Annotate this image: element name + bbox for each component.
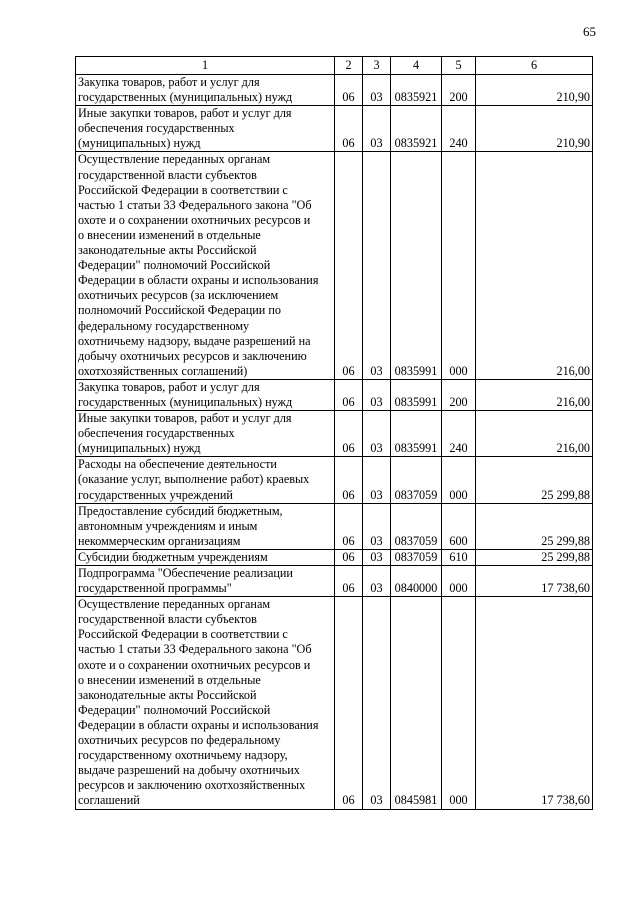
table-row bbox=[76, 549, 593, 565]
budget-table bbox=[75, 56, 593, 810]
table-row bbox=[76, 411, 593, 457]
row-target-code: 0837059 bbox=[391, 549, 442, 565]
header-cell-3: 3 bbox=[363, 57, 391, 75]
row-target-code: 0835991 bbox=[391, 379, 442, 410]
row-section: 06 bbox=[335, 597, 363, 809]
row-target-code: 0835991 bbox=[391, 152, 442, 379]
row-name: Закупка товаров, работ и услуг для государственных (муниципальных) нужд bbox=[76, 75, 335, 106]
row-subsection: 03 bbox=[363, 457, 391, 503]
row-subsection: 03 bbox=[363, 75, 391, 106]
row-name: Субсидии бюджетным учреждениям bbox=[76, 549, 335, 565]
row-expense-type: 600 bbox=[442, 503, 476, 549]
row-section: 06 bbox=[335, 457, 363, 503]
row-subsection: 03 bbox=[363, 549, 391, 565]
row-name: Иные закупки товаров, работ и услуг для обеспечения государственных (муниципальных) нужд bbox=[76, 106, 335, 152]
row-section: 06 bbox=[335, 503, 363, 549]
header-cell-1: 1 bbox=[76, 57, 335, 75]
row-subsection: 03 bbox=[363, 411, 391, 457]
row-amount: 25 299,88 bbox=[476, 549, 593, 565]
row-amount: 216,00 bbox=[476, 411, 593, 457]
row-subsection: 03 bbox=[363, 597, 391, 809]
page-number: 65 bbox=[583, 24, 596, 39]
header-cell-5: 5 bbox=[442, 57, 476, 75]
row-expense-type: 000 bbox=[442, 597, 476, 809]
row-name: Осуществление переданных органам государственной власти субъектов Российской Федерации в соответствии с частью 1 статьи 33 Федерального закона "Об охоте и о сохранении охотничьих ресурсов и о внесении изменений в отдельные законодательные акты Российской Федерации" полномочий Российской Федерации в области охраны и использования охотничьих ресурсов (за исключением полномочий Российской Федерации по федеральному государственному охотничьему надзору, выдаче разрешений на добычу охотничьих ресурсов и заключению охотхозяйственных соглашений) bbox=[76, 152, 335, 379]
row-amount: 210,90 bbox=[476, 75, 593, 106]
table-row bbox=[76, 379, 593, 410]
row-section: 06 bbox=[335, 106, 363, 152]
header-cell-6: 6 bbox=[476, 57, 593, 75]
table-row bbox=[76, 106, 593, 152]
row-target-code: 0835921 bbox=[391, 106, 442, 152]
row-section: 06 bbox=[335, 549, 363, 565]
row-expense-type: 000 bbox=[442, 566, 476, 597]
row-amount: 25 299,88 bbox=[476, 457, 593, 503]
row-amount: 17 738,60 bbox=[476, 597, 593, 809]
table-row bbox=[76, 75, 593, 106]
row-expense-type: 000 bbox=[442, 457, 476, 503]
row-name: Расходы на обеспечение деятельности (оказание услуг, выполнение работ) краевых государственных учреждений bbox=[76, 457, 335, 503]
row-amount: 216,00 bbox=[476, 152, 593, 379]
row-name: Предоставление субсидий бюджетным, автономным учреждениям и иным некоммерческим организациям bbox=[76, 503, 335, 549]
table-row bbox=[76, 152, 593, 379]
row-amount: 25 299,88 bbox=[476, 503, 593, 549]
row-section: 06 bbox=[335, 379, 363, 410]
row-subsection: 03 bbox=[363, 379, 391, 410]
row-target-code: 0837059 bbox=[391, 503, 442, 549]
header-cell-2: 2 bbox=[335, 57, 363, 75]
row-name: Иные закупки товаров, работ и услуг для обеспечения государственных (муниципальных) нужд bbox=[76, 411, 335, 457]
header-row bbox=[76, 57, 593, 75]
row-amount: 210,90 bbox=[476, 106, 593, 152]
row-expense-type: 000 bbox=[442, 152, 476, 379]
row-subsection: 03 bbox=[363, 566, 391, 597]
row-amount: 216,00 bbox=[476, 379, 593, 410]
table-row bbox=[76, 597, 593, 809]
row-amount: 17 738,60 bbox=[476, 566, 593, 597]
row-section: 06 bbox=[335, 152, 363, 379]
row-section: 06 bbox=[335, 75, 363, 106]
row-target-code: 0845981 bbox=[391, 597, 442, 809]
row-expense-type: 240 bbox=[442, 411, 476, 457]
row-target-code: 0835921 bbox=[391, 75, 442, 106]
table-row bbox=[76, 457, 593, 503]
row-name: Закупка товаров, работ и услуг для государственных (муниципальных) нужд bbox=[76, 379, 335, 410]
row-subsection: 03 bbox=[363, 152, 391, 379]
row-subsection: 03 bbox=[363, 106, 391, 152]
row-expense-type: 200 bbox=[442, 75, 476, 106]
row-expense-type: 610 bbox=[442, 549, 476, 565]
row-target-code: 0837059 bbox=[391, 457, 442, 503]
row-subsection: 03 bbox=[363, 503, 391, 549]
table-row bbox=[76, 503, 593, 549]
row-name: Подпрограмма "Обеспечение реализации государственной программы" bbox=[76, 566, 335, 597]
row-target-code: 0840000 bbox=[391, 566, 442, 597]
row-section: 06 bbox=[335, 566, 363, 597]
row-target-code: 0835991 bbox=[391, 411, 442, 457]
table-row bbox=[76, 566, 593, 597]
row-section: 06 bbox=[335, 411, 363, 457]
header-cell-4: 4 bbox=[391, 57, 442, 75]
row-name: Осуществление переданных органам государственной власти субъектов Российской Федерации в соответствии с частью 1 статьи 33 Федерального закона "Об охоте и о сохранении охотничьих ресурсов и о внесении изменений в отдельные законодательные акты Российской Федерации" полномочий Российской Федерации в области охраны и использования охотничьих ресурсов по федеральному государственному охотничьему надзору, выдаче разрешений на добычу охотничьих ресурсов и заключению охотхозяйственных соглашений bbox=[76, 597, 335, 809]
row-expense-type: 240 bbox=[442, 106, 476, 152]
row-expense-type: 200 bbox=[442, 379, 476, 410]
